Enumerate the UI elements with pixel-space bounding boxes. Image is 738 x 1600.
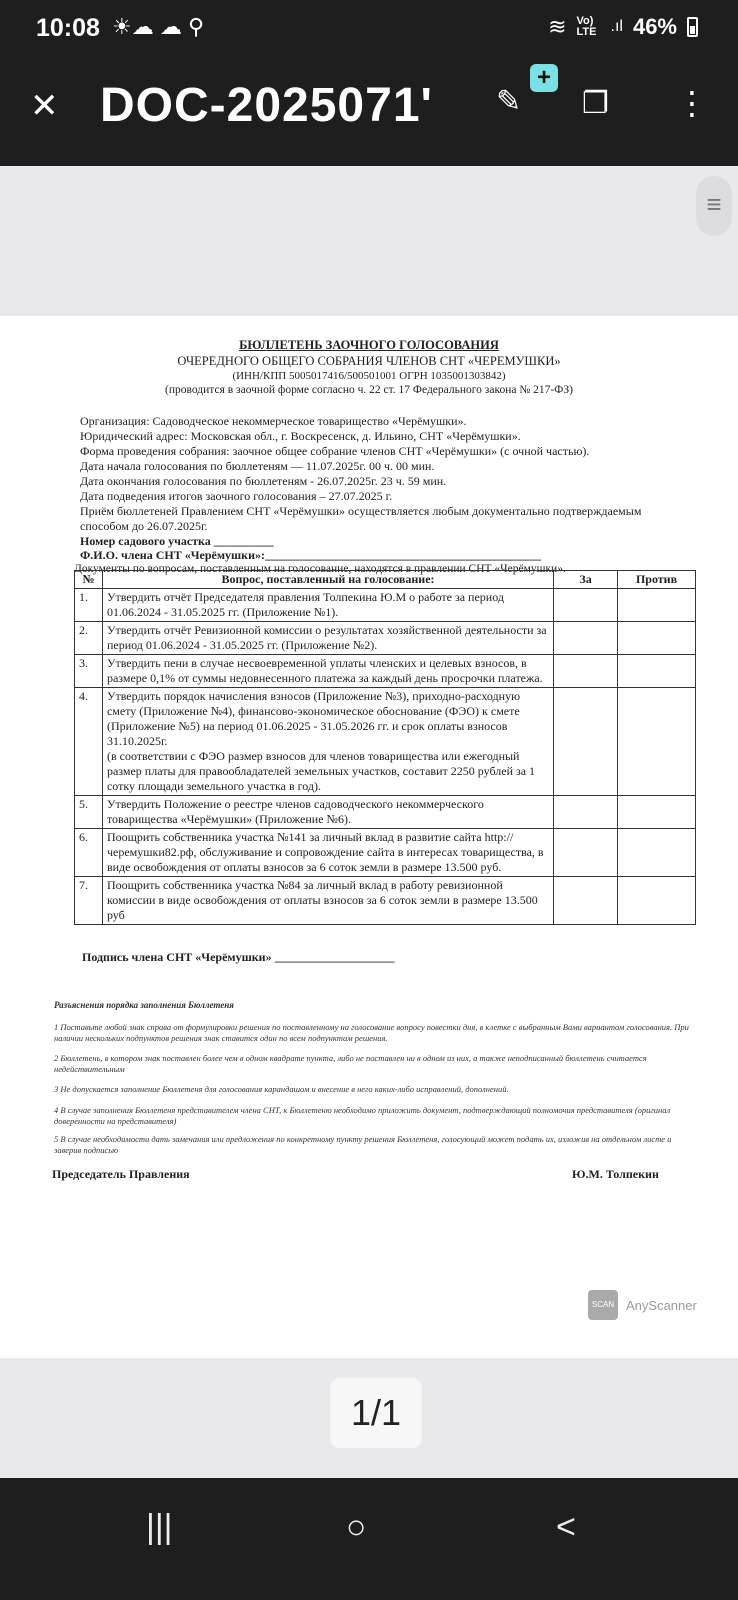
table-row [75,796,696,829]
info-deadline: способом до 26.07.2025г. [80,519,208,533]
vote-for-cell[interactable] [554,622,618,655]
row-question: Поощрить собственника участка №141 за личный вклад в развитие сайта http://черемушки82.рф, обслуживание и сопровождение сайта в интересах товарищества, в виде освобождения от оплаты взносов за 6 соток земли в размере 13.500 руб. [102,829,553,877]
doc-title: БЮЛЛЕТЕНЬ ЗАОЧНОГО ГОЛОСОВАНИЯ [239,338,499,352]
add-badge-icon: + [530,64,558,92]
explanation-4: 4 В случае заполнения Бюллетеня представителем члена СНТ, к Бюллетеню необходимо приложить документ, подтверждающий полномочия представителя (оригинал доверенности на представителя) [54,1105,671,1126]
info-documents: Документы по вопросам, поставленным на голосование, находятся в правлении СНТ «Черёмушки». [74,563,566,575]
doc-form: (проводится в заочной форме согласно ч. 22 ст. 17 Федерального закона № 217-ФЗ) [165,384,573,396]
vote-against-cell[interactable] [618,796,696,829]
status-bar [0,0,738,56]
wifi-icon: ≋ [548,14,567,39]
vote-for-cell[interactable] [554,589,618,622]
table-row [75,589,696,622]
doc-ids: (ИНН/КПП 5005017416/500501001 ОГРН 1035001303842) [232,370,506,382]
vote-for-cell[interactable] [554,688,618,796]
member-name: Ф.И.О. члена СНТ «Черёмушки»:______________________________________________ [80,548,541,562]
vote-against-cell[interactable] [618,589,696,622]
back-button[interactable]: < [556,1508,576,1546]
col-question-header: Вопрос, поставленный на голосование: [102,571,553,589]
row-number: 5. [75,796,103,829]
vote-against-cell[interactable] [618,829,696,877]
scroll-handle[interactable]: ≡ [696,176,732,236]
info-end: Дата окончания голосования по бюллетеням - 26.07.2025г. 23 ч. 59 мин. [80,474,447,488]
row-number: 4. [75,688,103,796]
row-question: Утвердить Положение о реестре членов садоводческого некоммерческого товарищества «Черёмушки» (Приложение №6). [102,796,553,829]
row-question: Поощрить собственника участка №84 за личный вклад в работу ревизионной комиссии в виде освобождения от оплаты взносов за 6 соток земли в размере 13.500 руб [102,877,553,925]
row-question [102,688,553,796]
row-number: 2. [75,622,103,655]
vote-against-cell[interactable] [618,877,696,925]
chairman-name: Ю.М. Толпекин [572,1167,659,1181]
watermark-text: AnyScanner [626,1297,697,1313]
info-org: Организация: Садоводческое некоммерческое товарищество «Черёмушки». [80,414,467,428]
info-results: Дата подведения итогов заочного голосования – 27.07.2025 г. [80,489,393,503]
explanations-title: Разъяснения порядка заполнения Бюллетеня [54,1000,234,1010]
row-number: 3. [75,655,103,688]
vote-for-cell[interactable] [554,877,618,925]
document-title: DOC-2025071' [100,79,433,132]
doc-subtitle: ОЧЕРЕДНОГО ОБЩЕГО СОБРАНИЯ ЧЛЕНОВ СНТ «ЧЕРЕМУШКИ» [177,354,561,368]
network-label: Vo) LTE [576,15,597,38]
vote-against-cell[interactable] [618,655,696,688]
row-number: 1. [75,589,103,622]
chairman-label: Председатель Правления [52,1167,190,1181]
info-start: Дата начала голосования по бюллетеням — 11.07.2025г. 00 ч. 00 мин. [80,459,435,473]
clock: 10:08 [36,14,100,42]
explanation-2: 2 Бюллетень, в котором знак поставлен более чем в одном квадрате пункта, либо не поставлен ни в одном из них, а также неподписанный бюллетень считается недействительным [54,1053,647,1074]
recent-apps-button[interactable]: ||| [146,1508,173,1546]
row-question: Утвердить пени в случае несвоевременной уплаты членских и целевых взносов, в размере 0,1% от суммы недовнесенного платежа за каждый день просрочки платежа. [102,655,553,688]
explanation-1: 1 Поставьте любой знак справа от формулировки решения по поставленному на голосование вопросу повестки дня, в клетке с выбранным Вами вариантом голосования. При наличии нескольких подпунктов решения знак ставится один по всем подпунктам решения. [54,1022,689,1043]
plot-number: Номер садового участка __________ [80,534,274,548]
document-viewer[interactable] [0,166,738,1478]
info-reception: Приём бюллетеней Правлением СНТ «Черёмушки» осуществляется любым документально подтверждаемым [80,504,642,518]
vote-for-cell[interactable] [554,796,618,829]
col-for-header: За [554,571,618,589]
vote-against-cell[interactable] [618,622,696,655]
more-icon[interactable]: ⋮ [676,85,708,121]
col-against-header: Против [618,571,696,589]
close-icon[interactable]: ✕ [30,87,59,125]
edit-icon[interactable]: ✎ [496,85,522,118]
watermark [588,1290,697,1320]
row-question-note: (в соответствии с ФЭО размер взносов для членов товарищества или ежегодный размер платы для правообладателей земельных участков, составит 2250 рублей за 1 сотку площади земельного участка в год). [106,749,536,793]
top-toolbar [0,56,738,166]
table-row [75,622,696,655]
battery-icon [687,17,698,37]
info-form: Форма проведения собрания: заочное общее собрание членов СНТ «Черёмушки» (с очной частью). [80,444,590,458]
vote-against-cell[interactable] [618,688,696,796]
table-row [75,688,696,796]
navigation-bar [0,1478,738,1600]
voting-table [74,570,696,925]
col-number-header: № [75,571,103,589]
explanation-3: 3 Не допускается заполнение Бюллетеня для голосования карандашом и внесение в него каких-либо исправлений, дополнений. [54,1084,509,1094]
home-button[interactable]: ○ [346,1508,367,1546]
battery-percent: 46% [632,14,677,39]
table-row [75,877,696,925]
table-row [75,829,696,877]
table-row [75,655,696,688]
page-counter: 1/1 [330,1378,422,1448]
explanation-5: 5 В случае необходимости дать замечания или предложения по конкретному пункту решения Бюллетеня, голосующий может подать их, изложив на отдельном листе и заверив подписью [54,1134,672,1155]
row-number: 7. [75,877,103,925]
vote-for-cell[interactable] [554,829,618,877]
signal-icon: .ıl [610,18,623,35]
row-question: Утвердить отчёт Председателя правления Толпекина Ю.М о работе за период 01.06.2024 - 31.05.2025 гг. (Приложение №1). [102,589,553,622]
document-page [0,316,738,1358]
row-question-main: Утвердить порядок начисления взносов (Приложение №3), приходно-расходную смету (Приложение №4), финансово-экономическое обоснование (ФЭО) к смете (Приложение №5) на период 01.06.2025 - 31.05.2026 гг. и срок оплаты взносов 31.10.2025г. [106,689,521,748]
vote-for-cell[interactable] [554,655,618,688]
scan-logo-icon: SCAN [588,1290,618,1320]
copy-icon[interactable]: ❐ [582,87,609,120]
row-number: 6. [75,829,103,877]
notification-icons: ☀☁ ☁ ⚲ [112,14,205,39]
info-address: Юридический адрес: Московская обл., г. Воскресенск, д. Ильино, СНТ «Черёмушки». [80,429,521,443]
row-question: Утвердить отчёт Ревизионной комиссии о результатах хозяйственной деятельности за период 01.06.2024 - 31.05.2025 гг. (Приложение №2). [102,622,553,655]
signature-line: Подпись члена СНТ «Черёмушки» ____________________ [82,950,395,964]
